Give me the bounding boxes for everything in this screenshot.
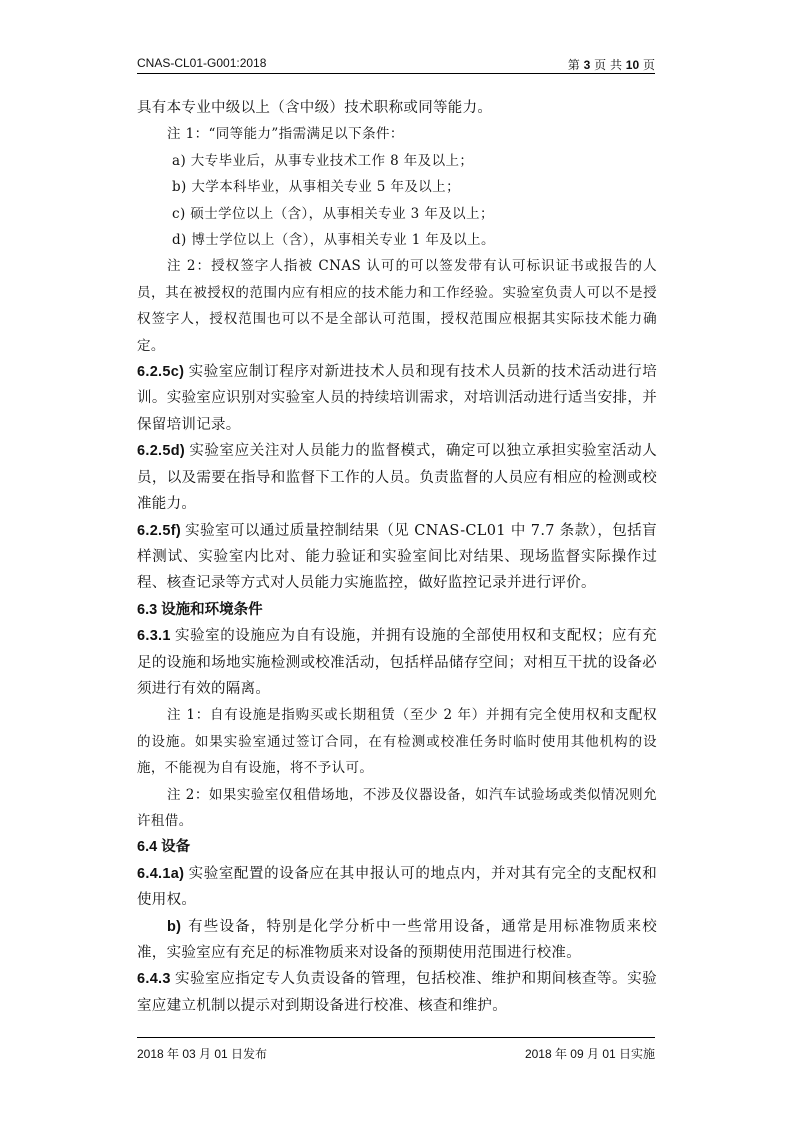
clause-text: 实验室应关注对人员能力的监督模式，确定可以独立承担实验室活动人员，以及需要在指导和监督下工作的人员。负责监督的人员应有相应的检测或校准能力。 xyxy=(137,443,657,513)
clause-number: 6.2.5c) xyxy=(137,364,185,381)
clause-number: 6.4.3 xyxy=(137,971,171,988)
footer-rule xyxy=(137,1037,655,1038)
clause-number: b) xyxy=(167,918,182,935)
note-1-item-b: b) 大学本科毕业，从事相关专业 5 年及以上； xyxy=(172,179,460,196)
clause-text: 实验室的设施应为自有设施，并拥有设施的全部使用权和支配权；应有充足的设施和场地实施检测或校准活动，包括样品储存空间；对相互干扰的设备必须进行有效的隔离。 xyxy=(137,628,657,697)
clause-number: 6.3.1 xyxy=(137,628,171,645)
clause-number: 6.2.5d) xyxy=(137,443,186,460)
section-6-4-heading xyxy=(137,834,657,860)
section-number: 6.3 xyxy=(137,601,158,618)
page-mid: 页 共 xyxy=(594,58,622,72)
section-6-3-heading xyxy=(137,597,657,623)
clause-6-3-1-note-2: 注 2：如果实验室仅租借场地，不涉及仪器设备，如汽车试验场或类似情况则允许租借。 xyxy=(137,786,657,829)
clause-6-3-1-note-1: 注 1：自有设施是指购买或长期租赁（至少 2 年）并拥有完全使用权和支配权的设施。如果实验室通过签订合同，在有检测或校准任务时临时使用其他机构的设施，不能视为自有设施，将不予认可。 xyxy=(137,707,657,777)
page-total: 10 xyxy=(625,58,640,72)
note-1-title: 注 1：“同等能力”指需满足以下条件： xyxy=(167,126,404,143)
section-number: 6.4 xyxy=(137,839,158,856)
note-1-item-a: a) 大专毕业后，从事专业技术工作 8 年及以上； xyxy=(172,152,474,169)
page-prefix: 第 xyxy=(567,58,580,72)
clause-6-2-5c xyxy=(137,359,657,438)
header-rule xyxy=(137,73,655,74)
page-indicator xyxy=(568,56,655,73)
doc-code: CNAS-CL01-G001:2018 xyxy=(137,56,267,70)
page-suffix: 页 xyxy=(642,58,655,72)
issue-date: 2018 年 03 月 01 日发布 xyxy=(137,1047,268,1061)
clause-text: 实验室应指定专人负责设备的管理，包括校准、维护和期间核查等。实验室应建立机制以提示对到期设备进行校准、核查和维护。 xyxy=(137,971,657,1014)
effective-date: 2018 年 09 月 01 日实施 xyxy=(524,1047,655,1061)
clause-number: 6.2.5f) xyxy=(137,522,182,539)
note-1-item-c: c) 硕士学位以上（含），从事相关专业 3 年及以上； xyxy=(172,205,494,222)
section-title: 设备 xyxy=(161,839,191,856)
clause-6-3-1 xyxy=(137,623,657,702)
clause-text: 实验室应制订程序对新进技术人员和现有技术人员新的技术活动进行培训。实验室应识别对实验室人员的持续培训需求，对培训活动进行适当安排，并保留培训记录。 xyxy=(137,364,657,433)
clause-text: 实验室可以通过质量控制结果（见 CNAS-CL01 中 7.7 条款），包括盲样测试、实验室内比对、能力验证和实验室间比对结果、现场监督实际操作过程、核查记录等方式对人员能力实施监控，做好监控记录并进行评价。 xyxy=(137,522,657,592)
clause-number: 6.4.1a) xyxy=(137,865,185,882)
note-2: 注 2：授权签字人指被 CNAS 认可的可以签发带有认可标识证书或报告的人员，其在被授权的范围内应有相应的技术能力和工作经验。实验室负责人可以不是授权签字人，授权范围也可以不是全部认可范围，授权范围应根据其实际技术能力确定。 xyxy=(137,258,657,354)
note-1-item-d: d) 博士学位以上（含），从事相关专业 1 年及以上。 xyxy=(172,232,495,249)
section-title: 设施和环境条件 xyxy=(161,601,263,618)
document-body xyxy=(137,95,657,1019)
paragraph-continuation: 具有本专业中级以上（含中级）技术职称或同等能力。 xyxy=(137,100,493,116)
clause-6-4-3 xyxy=(137,966,657,1019)
clause-6-4-1b xyxy=(137,914,657,967)
clause-6-4-1a xyxy=(137,861,657,914)
clause-6-2-5f xyxy=(137,518,657,597)
clause-6-2-5d xyxy=(137,438,657,517)
clause-text: 实验室配置的设备应在其申报认可的地点内，并对其有完全的支配权和使用权。 xyxy=(137,865,657,909)
clause-text: 有些设备，特别是化学分析中一些常用设备，通常是用标准物质来校准，实验室应有充足的标准物质来对设备的预期使用范围进行校准。 xyxy=(137,918,657,961)
page-number: 3 xyxy=(583,58,591,72)
